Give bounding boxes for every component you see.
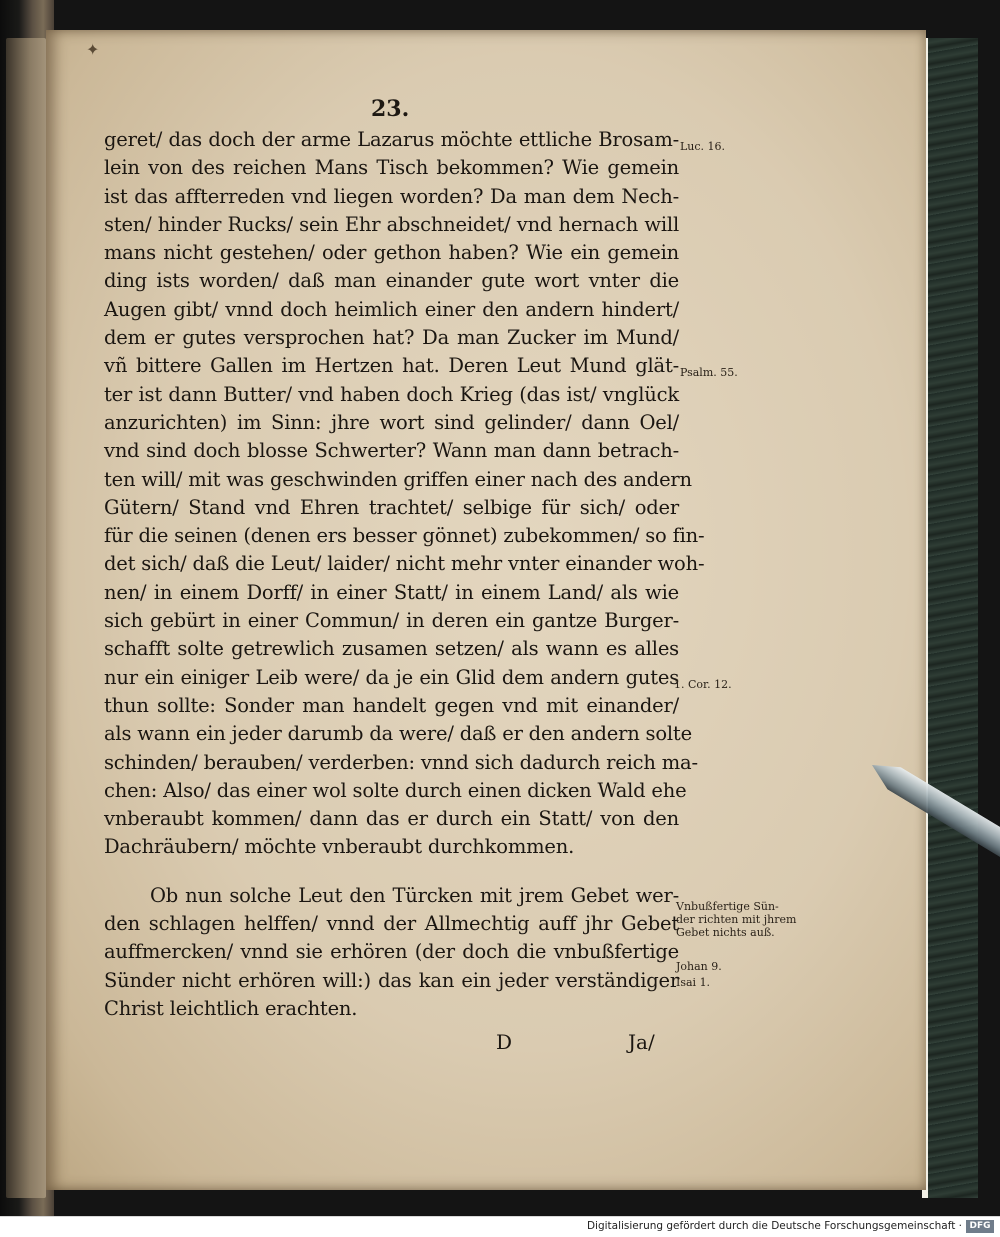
text-line: für die seinen (denen ers besser gönnet) zubekommen/ so fin-: [104, 524, 705, 548]
funding-credit: Digitalisierung gefördert durch die Deutsche Forschungsgemeinschaft ·: [586, 1220, 962, 1232]
text-line: nur ein einiger Leib were/ da je ein Glid dem andern gutes: [104, 665, 679, 689]
text-line: det sich/ daß die Leut/ laider/ nicht mehr vnter einander woh-: [104, 552, 705, 576]
text-line: ter ist dann Butter/ vnd haben doch Krieg (das ist/ vnglück: [104, 382, 679, 406]
text-line: sich gebürt in einer Commun/ in deren ein gantze Burger-: [104, 609, 679, 633]
text-line: vñ bittere Gallen im Hertzen hat. Deren Leut Mund glät-: [104, 354, 679, 378]
text-line: schinden/ berauben/ verderben: vnnd sich dadurch reich ma-: [104, 750, 698, 774]
margin-note-cor: 1. Cor. 12.: [674, 678, 732, 691]
text-line: auffmercken/ vnnd sie erhören (der doch die vnbußfertige: [104, 940, 679, 964]
text-line: sten/ hinder Rucks/ sein Ehr abschneidet/ vnd hernach will: [104, 212, 679, 236]
text-line: mans nicht gestehen/ oder gethon haben? Wie ein gemein: [104, 241, 679, 265]
text-line: chen: Also/ das einer wol solte durch einen dicken Wald ehe: [104, 778, 687, 802]
text-line: schafft solte getrewlich zusamen setzen/ als wann es alles: [104, 637, 679, 661]
text-line: Gütern/ Stand vnd Ehren trachtet/ selbige für sich/ oder: [104, 495, 679, 519]
margin-note-unbussfertige: Gebet nichts auß.: [676, 926, 775, 939]
right-book-cover: [922, 38, 978, 1198]
text-line: thun sollte: Sonder man handelt gegen vnd mit einander/: [104, 693, 679, 717]
text-line: Augen gibt/ vnnd doch heimlich einer den andern hindert/: [104, 297, 679, 321]
text-line: ten will/ mit was geschwinden griffen einer nach des andern: [104, 467, 692, 491]
margin-note-isai: Isai 1.: [676, 976, 711, 989]
text-line: anzurichten) im Sinn: jhre wort sind gelinder/ dann Oel/: [104, 410, 679, 434]
text-line: Dachräubern/ möchte vnberaubt durchkommen.: [104, 835, 575, 859]
margin-note-psalm: Psalm. 55.: [680, 366, 738, 379]
paragraph-gap: [104, 862, 679, 882]
dfg-logo: DFG: [966, 1220, 994, 1233]
margin-note-unbussfertige: Vnbußfertige Sün-: [676, 900, 779, 913]
catchword-left: D: [496, 1030, 513, 1054]
text-line: dem er gutes versprochen hat? Da man Zucker im Mund/: [104, 326, 679, 350]
text-line: ist das affterreden vnd liegen worden? Da man dem Nech-: [104, 184, 679, 208]
text-line: Sünder nicht erhören will:) das kan ein jeder verständiger: [104, 968, 679, 992]
margin-note-johan: Johan 9.: [676, 960, 722, 973]
margin-note-luc: Luc. 16.: [680, 140, 726, 153]
footer-bar: [0, 1216, 1000, 1237]
corner-mark-icon: ✦: [86, 40, 100, 59]
catchword-right: Ja/: [628, 1030, 655, 1054]
previous-leaf-edge: [6, 38, 46, 1198]
text-line: als wann ein jeder darumb da were/ daß er den andern solte: [104, 722, 692, 746]
text-line: vnberaubt kommen/ dann das er durch ein Statt/ von den: [104, 807, 679, 831]
text-line: Ob nun solche Leut den Türcken mit jrem Gebet wer-: [150, 883, 679, 907]
text-line: nen/ in einem Dorff/ in einer Statt/ in einem Land/ als wie: [104, 580, 679, 604]
margin-note-unbussfertige: der richten mit jhrem: [676, 913, 797, 926]
page-number: 23.: [371, 96, 410, 122]
text-line: vnd sind doch blosse Schwerter? Wann man dann betrach-: [104, 439, 679, 463]
text-line: ding ists worden/ daß man einander gute wort vnter die: [104, 269, 679, 293]
text-line: lein von des reichen Mans Tisch bekommen? Wie gemein: [104, 156, 679, 180]
text-line: den schlagen helffen/ vnnd der Allmechtig auff jhr Gebet: [104, 912, 679, 936]
document-page: [46, 30, 926, 1190]
text-line: Christ leichtlich erachten.: [104, 996, 358, 1020]
text-line: geret/ das doch der arme Lazarus möchte ettliche Brosam-: [104, 128, 679, 151]
